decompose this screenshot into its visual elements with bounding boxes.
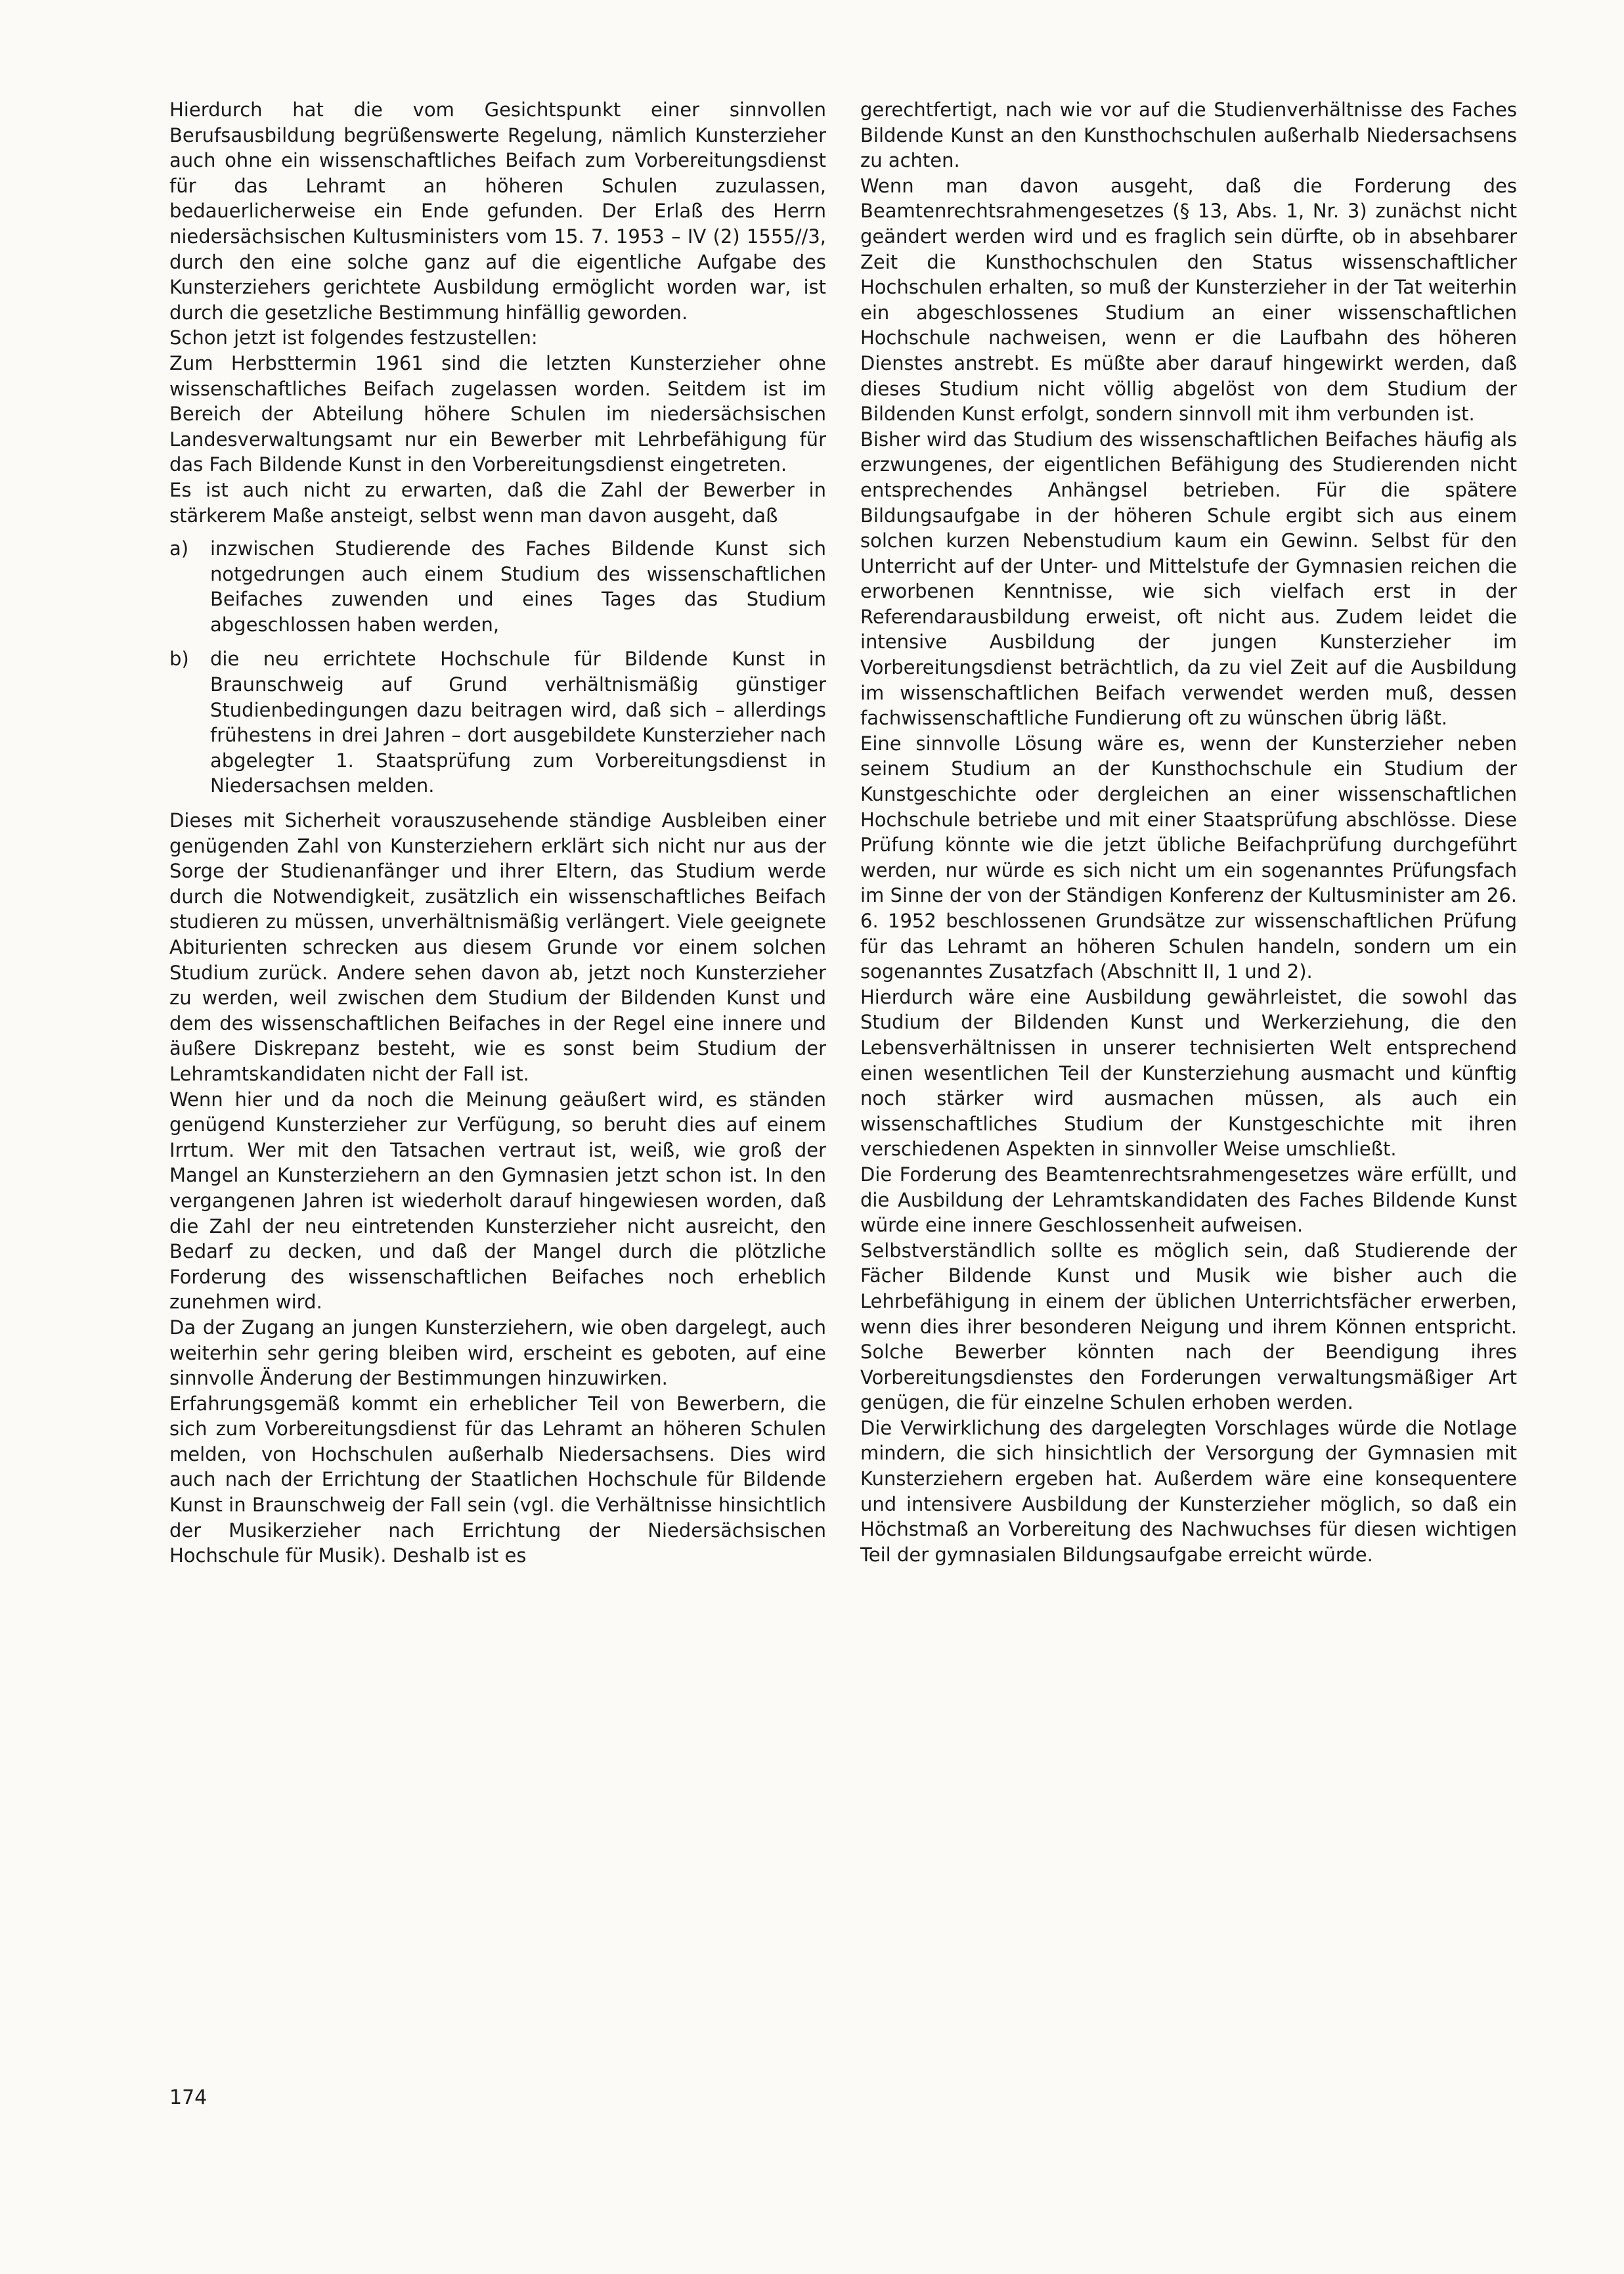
paragraph: Die Forderung des Beamtenrechtsrahmengesetzes wäre erfüllt, und die Ausbildung der Lehramtskandidaten des Faches Bildende Kunst würde eine innere Geschlossenheit aufweisen. xyxy=(860,1163,1517,1237)
paragraph: Erfahrungsgemäß kommt ein erheblicher Teil von Bewerbern, die sich zum Vorbereitungsdienst für das Lehramt an höheren Schulen melden, von Hochschulen außerhalb Niedersachsens. Dies wird auch nach der Errichtung der Staatlichen Hochschule für Bildende Kunst in Braunschweig der Fall sein (vgl. die Verhältnisse hinsichtlich der Musikerzieher nach Errichtung der Niedersächsischen Hochschule für Musik). Deshalb ist es xyxy=(169,1392,826,1567)
list-item xyxy=(169,536,826,637)
paragraph: Die Verwirklichung des dargelegten Vorschlages würde die Notlage mindern, die sich hinsichtlich der Versorgung der Gymnasien mit Kunsterziehern ergeben hat. Außerdem wäre eine konsequentere und intensivere Ausbildung der Kunsterzieher möglich, so daß ein Höchstmaß an Vorbereitung des Nachwuchses für diesen wichtigen Teil der gymnasialen Bildungsaufgabe erreicht würde. xyxy=(860,1416,1517,1566)
list-item-text: inzwischen Studierende des Faches Bildende Kunst sich notgedrungen auch einem Studium des wissenschaftlichen Beifaches zuwenden und eines Tages das Studium abgeschlossen haben werden, xyxy=(210,537,826,636)
paragraph: Zum Herbsttermin 1961 sind die letzten Kunsterzieher ohne wissenschaftliches Beifach zugelassen worden. Seitdem ist im Bereich der Abteilung höhere Schulen im niedersächsischen Landesverwaltungsamt nur ein Bewerber mit Lehrbefähigung für das Fach Bildende Kunst in den Vorbereitungsdienst eingetreten. xyxy=(169,351,826,476)
page-number: 174 xyxy=(169,2086,208,2109)
paragraph: Hierdurch wäre eine Ausbildung gewährleistet, die sowohl das Studium der Bildenden Kunst und Werkerziehung, die den Lebensverhältnissen in unserer technisierten Welt entsprechend einen wesentlichen Teil der Kunsterziehung ausmacht und künftig noch stärker wird ausmachen müssen, als auch ein wissenschaftliches Studium der Kunstgeschichte mit ihren verschiedenen Aspekten in sinnvoller Weise umschließt. xyxy=(860,985,1517,1161)
paragraph: Dieses mit Sicherheit vorauszusehende ständige Ausbleiben einer genügenden Zahl von Kunsterziehern erklärt sich nicht nur aus der Sorge der Studienanfänger und ihrer Eltern, das Studium werde durch die Notwendigkeit, zusätzlich ein wissenschaftliches Beifach studieren zu müssen, unverhältnismäßig verlängert. Viele geeignete Abiturienten schrecken aus diesem Grunde vor einem solchen Studium zurück. Andere sehen davon ab, jetzt noch Kunsterzieher zu werden, weil zwischen dem Studium der Bildenden Kunst und dem des wissenschaftlichen Beifaches in der Regel eine innere und äußere Diskrepanz besteht, wie es sonst beim Studium der Lehramtskandidaten nicht der Fall ist. xyxy=(169,809,826,1085)
paragraph: Bisher wird das Studium des wissenschaftlichen Beifaches häufig als erzwungenes, der eigentlichen Befähigung des Studierenden nicht entsprechendes Anhängsel betrieben. Für die spätere Bildungsaufgabe in der höheren Schule ergibt sich aus einem solchen kurzen Nebenstudium kaum ein Gewinn. Selbst für den Unterricht auf der Unter- und Mittelstufe der Gymnasien reichen die erworbenen Kenntnisse, wie sich vielfach erst in der Referendarausbildung erweist, oft nicht aus. Zudem leidet die intensive Ausbildung der jungen Kunsterzieher im Vorbereitungsdienst beträchtlich, da zu viel Zeit auf die Ausbildung im wissenschaftlichen Beifach verwendet werden muß, dessen fachwissenschaftliche Fundierung oft zu wünschen übrig läßt. xyxy=(860,428,1517,730)
paragraph: Es ist auch nicht zu erwarten, daß die Zahl der Bewerber in stärkerem Maße ansteigt, selbst wenn man davon ausgeht, daß xyxy=(169,478,826,527)
right-column xyxy=(860,97,1517,1567)
paragraph: Wenn man davon ausgeht, daß die Forderung des Beamtenrechtsrahmengesetzes (§ 13, Abs. 1, Nr. 3) zunächst nicht geändert werden wird und es fraglich sein dürfte, ob in absehbarer Zeit die Kunsthochschulen den Status wissenschaftlicher Hochschulen erhalten, so muß der Kunsterzieher in der Tat weiterhin ein abgeschlossenes Studium an einer wissenschaftlichen Hochschule nachweisen, wenn er die Laufbahn des höheren Dienstes anstrebt. Es müßte aber darauf hingewirkt werden, daß dieses Studium nicht völlig abgelöst von dem Studium der Bildenden Kunst erfolgt, sondern sinnvoll mit ihm verbunden ist. xyxy=(860,174,1517,426)
left-column xyxy=(169,97,826,1569)
enumerated-list xyxy=(169,536,826,799)
paragraph: Selbstverständlich sollte es möglich sein, daß Studierende der Fächer Bildende Kunst und Musik wie bisher auch die Lehrbefähigung in einem der üblichen Unterrichtsfächer erwerben, wenn dies ihrer besonderen Neigung und ihrem Können entspricht. Solche Bewerber könnten nach der Beendigung ihres Vorbereitungsdienstes den Forderungen verwaltungsmäßiger Art genügen, die für einzelne Schulen erhoben werden. xyxy=(860,1239,1517,1414)
paragraph: Da der Zugang an jungen Kunsterziehern, wie oben dargelegt, auch weiterhin sehr gering bleiben wird, erscheint es geboten, auf eine sinnvolle Änderung der Bestimmungen hinzuwirken. xyxy=(169,1316,826,1390)
paragraph: Wenn hier und da noch die Meinung geäußert wird, es ständen genügend Kunsterzieher zur Verfügung, so beruht dies auf einem Irrtum. Wer mit den Tatsachen vertraut ist, weiß, wie groß der Mangel an Kunsterziehern an den Gymnasien jetzt schon ist. In den vergangenen Jahren ist wiederholt darauf hingewiesen worden, daß die Zahl der neu eintretenden Kunsterzieher nicht ausreicht, den Bedarf zu decken, und daß der Mangel durch die plötzliche Forderung des wissenschaftlichen Beifaches noch erheblich zunehmen wird. xyxy=(169,1088,826,1314)
list-item-text: die neu errichtete Hochschule für Bildende Kunst in Braunschweig auf Grund verhältnismäßig günstiger Studienbedingungen dazu beitragen wird, daß sich – allerdings frühestens in drei Jahren – dort ausgebildete Kunsterzieher nach abgelegter 1. Staatsprüfung zum Vorbereitungsdienst in Niedersachsen melden. xyxy=(210,648,826,797)
paragraph: gerechtfertigt, nach wie vor auf die Studienverhältnisse des Faches Bildende Kunst an den Kunsthochschulen außerhalb Niedersachsens zu achten. xyxy=(860,99,1517,172)
paragraph: Hierdurch hat die vom Gesichtspunkt einer sinnvollen Berufsausbildung begrüßenswerte Regelung, nämlich Kunsterzieher auch ohne ein wissenschaftliches Beifach zum Vorbereitungsdienst für das Lehramt an höheren Schulen zuzulassen, bedauerlicherweise ein Ende gefunden. Der Erlaß des Herrn niedersächsischen Kultusministers vom 15. 7. 1953 – IV (2) 1555//3, durch den eine solche ganz auf die eigentliche Aufgabe des Kunsterziehers gerichtete Ausbildung ermöglicht worden war, ist durch die gesetzliche Bestimmung hinfällig geworden. xyxy=(169,99,826,324)
paragraph: Schon jetzt ist folgendes festzustellen: xyxy=(169,326,538,349)
list-marker: a) xyxy=(169,537,189,560)
list-marker: b) xyxy=(169,648,189,671)
paragraph: Eine sinnvolle Lösung wäre es, wenn der Kunsterzieher neben seinem Studium an der Kunsthochschule ein Studium der Kunstgeschichte oder dergleichen an einer wissenschaftlichen Hochschule betriebe und mit einer Staatsprüfung abschlösse. Diese Prüfung könnte wie die jetzt übliche Beifachprüfung durchgeführt werden, nur würde es sich nicht um ein sogenanntes Prüfungsfach im Sinne der von der Ständigen Konferenz der Kultusminister am 26. 6. 1952 beschlossenen Grundsätze zur wissenschaftlichen Prüfung für das Lehramt an höheren Schulen handeln, sondern um ein sogenanntes Zusatzfach (Abschnitt II, 1 und 2). xyxy=(860,732,1517,983)
list-item xyxy=(169,646,826,799)
